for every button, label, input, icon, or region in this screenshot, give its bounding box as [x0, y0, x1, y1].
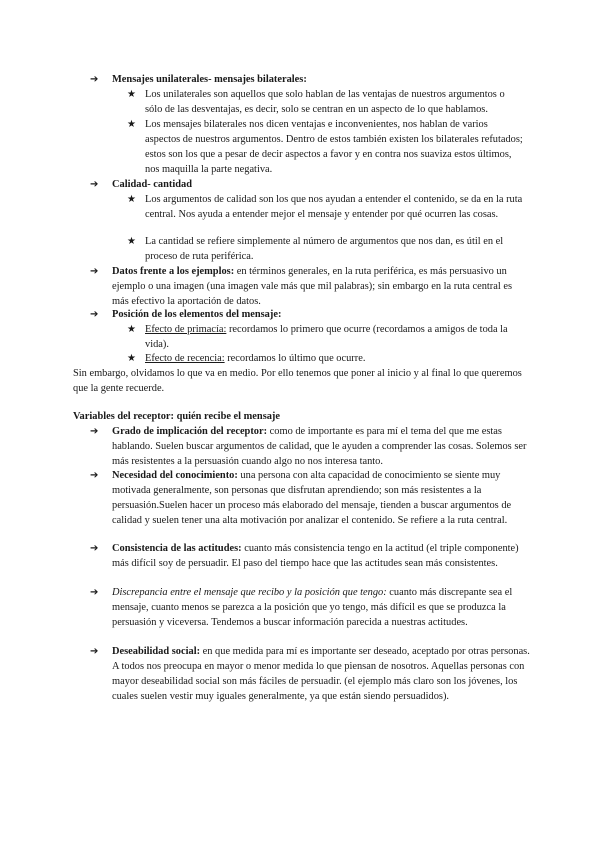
term-label: Consistencia de las actitudes:	[112, 543, 242, 554]
sub-posicion-2	[127, 351, 527, 366]
term-label: Discrepancia entre el mensaje que recibo y la posición que tengo:	[112, 587, 387, 598]
term-label: Necesidad del conocimiento:	[112, 470, 238, 481]
paragraph: una persona con alta capacidad de conocimiento se siente muy motivada generalmente, son personas que disfrutan aprendiendo; son más resistentes a la persuasión.Suelen hacer un proceso más elaborado del mensaje, tienden a buscar argumentos de calidad y suelen tener una alta motivación por analizar el contenido. Se refiere a la ruta central.	[112, 470, 512, 527]
sub-calidad-2	[127, 234, 531, 264]
star-icon: ★	[127, 324, 136, 335]
paragraph: cuanto más consistencia tengo en la actitud (el triple componente) más difícil soy de persuadir. El paso del tiempo hace que las actitudes sean más consistentes.	[112, 543, 519, 570]
paragraph: Los mensajes bilaterales nos dicen ventajas e inconvenientes, nos hablan de varios aspectos de nuestros argumentos. Dentro de estos también existen los bilaterales refutados; estos son los que a pesar de decir aspectos a favor y en contra nos suaviza estos últimos, nos maquilla la parte negativa.	[145, 119, 523, 176]
bullet-posicion	[90, 307, 530, 322]
sub-unilaterales-2	[127, 117, 523, 177]
arrow-icon: ➔	[90, 179, 99, 190]
bullet-unilaterales	[90, 72, 530, 87]
heading-unilaterales: Mensajes unilaterales- mensajes bilaterales:	[112, 74, 307, 85]
bullet-implicacion	[90, 424, 530, 469]
term-primacia: Efecto de primacía:	[145, 324, 227, 335]
term-recencia: Efecto de recencia:	[145, 353, 225, 364]
arrow-icon: ➔	[90, 309, 99, 320]
star-icon: ★	[127, 353, 136, 364]
paragraph: en que medida para mí es importante ser deseado, aceptado por otras personas. A todos nos preocupa en mayor o menor medida lo que piensan de nosotros. Aquellas personas con mayor deseabilidad social son más fáciles de persuadir. (el ejemplo más claro son los jóvenes, los cuales suelen vestir muy iguales generalmente, ya que están siendo persuadidos).	[112, 646, 530, 703]
sub-calidad-1	[127, 192, 531, 222]
star-icon: ★	[127, 194, 136, 205]
closing-paragraph: Sin embargo, olvidamos lo que va en medio. Por ello tenemos que poner al inicio y al final lo que queremos que la gente recuerde.	[73, 368, 522, 395]
bullet-consistencia	[90, 541, 530, 571]
section-heading-receptor: Variables del receptor: quién recibe el mensaje	[73, 411, 281, 422]
arrow-icon: ➔	[90, 426, 99, 437]
paragraph: en términos generales, en la ruta periférica, es más persuasivo un ejemplo o una imagen (una imagen vale más que mil palabras); sin embargo en la ruta central es más efectivo la aportación de datos.	[112, 266, 512, 308]
star-icon: ★	[127, 119, 136, 130]
arrow-icon: ➔	[90, 543, 99, 554]
sub-posicion-1	[127, 322, 527, 352]
sub-unilaterales-1	[127, 87, 523, 117]
term-label: Deseabilidad social:	[112, 646, 201, 657]
arrow-icon: ➔	[90, 74, 99, 85]
bullet-calidad	[90, 177, 530, 192]
bullet-datos	[90, 264, 530, 309]
paragraph: como de importante es para mí el tema del que me estas hablando. Suelen buscar argumentos de calidad, que le ayuden a comprender las cosas. Solemos ser más resistentes a la persuasión cuando algo no nos interesa tanto.	[112, 426, 527, 468]
heading-datos: Datos frente a los ejemplos:	[112, 266, 235, 277]
arrow-icon: ➔	[90, 587, 99, 598]
arrow-icon: ➔	[90, 470, 99, 481]
heading-calidad: Calidad- cantidad	[112, 179, 192, 190]
star-icon: ★	[127, 236, 136, 247]
paragraph: La cantidad se refiere simplemente al número de argumentos que nos dan, es útil en el proceso de ruta periférica.	[145, 236, 504, 263]
star-icon: ★	[127, 89, 136, 100]
term-label: Grado de implicación del receptor:	[112, 426, 268, 437]
arrow-icon: ➔	[90, 266, 99, 277]
arrow-icon: ➔	[90, 646, 99, 657]
bullet-necesidad	[90, 468, 530, 528]
bullet-deseabilidad	[90, 644, 530, 704]
paragraph: cuanto más discrepante sea el mensaje, cuanto menos se parezca a la posición que yo tengo, más difícil es que se produzca la persuasión y viceversa. Tendemos a buscar información parecida a nuestras actitudes.	[112, 587, 513, 629]
paragraph: recordamos lo último que ocurre.	[224, 353, 366, 364]
paragraph: Los argumentos de calidad son los que nos ayudan a entender el contenido, se da en la ruta central. Nos ayuda a entender mejor el mensaje y entender por qué ocurren las cosas.	[145, 194, 523, 221]
bullet-discrepancia	[90, 585, 530, 630]
paragraph: recordamos lo primero que ocurre (recordamos a amigos de toda la vida).	[145, 324, 508, 351]
paragraph: Los unilaterales son aquellos que solo hablan de las ventajas de nuestros argumentos o sólo de las desventajas, es decir, solo se centran en un aspecto de lo que hablamos.	[145, 89, 505, 116]
heading-posicion: Posición de los elementos del mensaje:	[112, 309, 282, 320]
